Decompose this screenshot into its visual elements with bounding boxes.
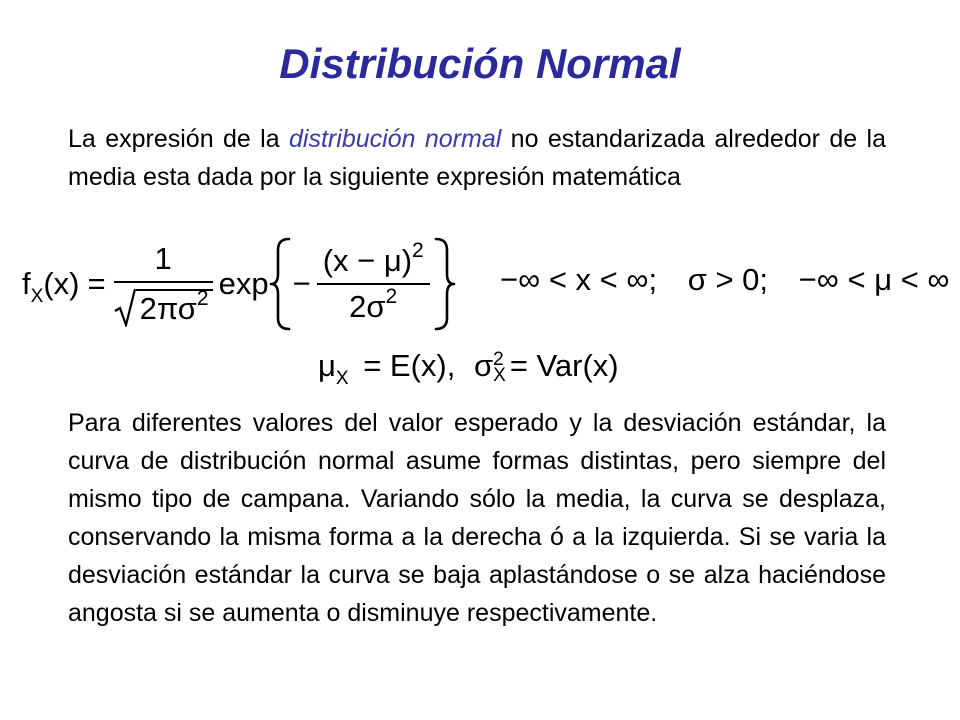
condition-sigma: σ > 0;	[687, 262, 769, 297]
normalizing-fraction	[114, 241, 213, 327]
left-brace	[269, 236, 291, 332]
density-formula	[22, 234, 456, 334]
fraction-numerator: 1	[114, 241, 213, 283]
slide-title: Distribución Normal	[279, 40, 681, 87]
condition-x-range: −∞ < x < ∞;	[500, 262, 658, 297]
intro-text-start: La expresión de la	[68, 125, 290, 153]
domain-conditions	[500, 262, 949, 298]
variance-definition: σ 2 X = Var(x)	[474, 348, 619, 386]
intro-text-end: no estandarizada alrededor de la media esta dada por la siguiente expresión matemática	[68, 125, 886, 191]
intro-highlight: distribución normal	[289, 125, 502, 153]
condition-mu-range: −∞ < μ < ∞	[798, 262, 950, 297]
equals-sign: =	[87, 266, 106, 301]
exp-function: exp	[218, 266, 269, 301]
mean-definition: $\mu_X = E(x)$,	[318, 348, 456, 389]
sqrt-radicand: $2\pi\sigma^2$	[136, 289, 213, 326]
exponent-minus: −	[292, 266, 311, 301]
exponent-fraction	[317, 239, 430, 325]
density-function-symbol: $f_X(x)$	[22, 266, 80, 307]
description-paragraph: Para diferentes valores del valor esperado y la desviación estándar, la curva de distribución normal asume formas distintas, pero siempre del mismo tipo de campana. Variando sólo la media, la curva se desplaza, conservando la misma forma a la derecha ó a la izquierda. Si se varia la desviación estándar la curva se baja aplastándose o se alza haciéndose angosta si se aumenta o disminuye respectivamente.	[68, 409, 886, 627]
sqrt-symbol	[114, 287, 136, 327]
exponent-denominator: $2\sigma^2$	[349, 285, 398, 324]
fraction-denominator	[114, 283, 213, 327]
exponent-numerator: $(x - \mu)^2$	[317, 243, 430, 285]
right-brace	[434, 236, 456, 332]
intro-paragraph	[68, 120, 886, 196]
